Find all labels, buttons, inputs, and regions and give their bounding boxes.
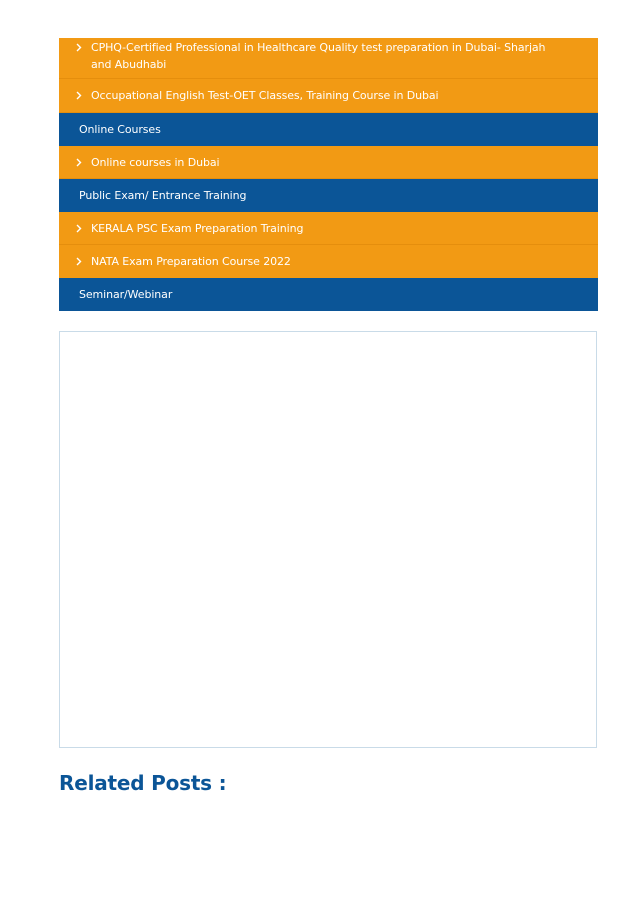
subcategory-label: KERALA PSC Exam Preparation Training (91, 221, 304, 235)
category-item-online-courses[interactable] (59, 113, 598, 146)
category-item-seminar-webinar[interactable] (59, 278, 598, 311)
subcategory-item-online-courses-dubai[interactable] (59, 146, 598, 179)
subcategory-label: Occupational English Test-OET Classes, Training Course in Dubai (91, 89, 439, 102)
subcategory-item-oet[interactable] (59, 79, 598, 113)
chevron-right-icon (73, 253, 85, 270)
category-label: Public Exam/ Entrance Training (79, 189, 247, 202)
subcategory-label: CPHQ-Certified Professional in Healthcare Quality test preparation in Dubai- Sharjah and Abudhabi (91, 41, 546, 71)
subcategory-item-nata[interactable] (59, 245, 598, 278)
category-item-public-exam[interactable] (59, 179, 598, 212)
related-posts-heading: Related Posts : (59, 771, 227, 795)
chevron-right-icon (73, 87, 85, 104)
chevron-right-icon (73, 39, 85, 56)
subcategory-label: Online courses in Dubai (91, 155, 220, 169)
category-label: Online Courses (79, 123, 161, 136)
category-label: Seminar/Webinar (79, 288, 173, 301)
category-menu (59, 38, 598, 311)
subcategory-item-kerala-psc[interactable] (59, 212, 598, 245)
subcategory-item-cphq[interactable] (59, 38, 598, 79)
subcategory-label: NATA Exam Preparation Course 2022 (91, 255, 291, 268)
embed-panel (59, 331, 597, 748)
chevron-right-icon (73, 220, 85, 237)
chevron-right-icon (73, 154, 85, 171)
